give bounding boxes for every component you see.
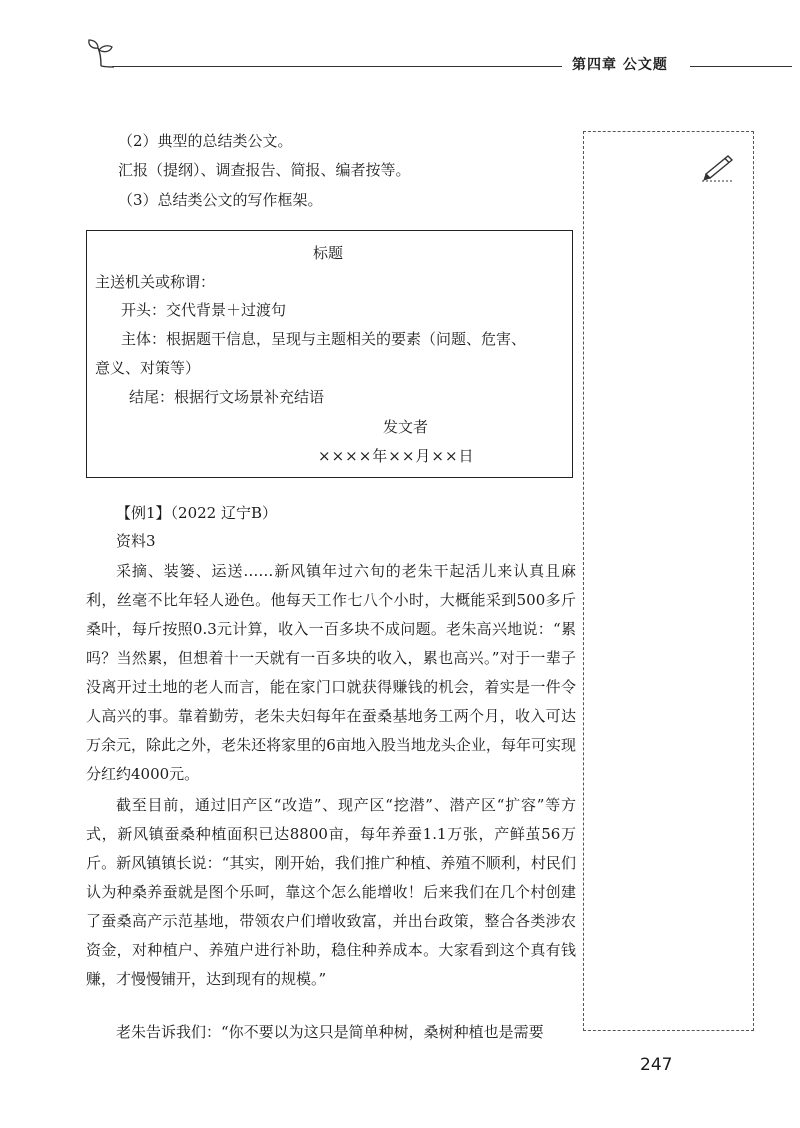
framework-body-line1: 主体：根据题干信息，呈现与主题相关的要素（问题、危害、 xyxy=(121,330,527,348)
example-source: 资料3 xyxy=(116,532,156,550)
typical-docs-list: 汇报（提纲）、调查报告、简报、编者按等。 xyxy=(118,161,411,179)
page-number: 247 xyxy=(640,1055,673,1075)
framework-recipient: 主送机关或称谓： xyxy=(95,273,216,291)
chapter-title: 第四章 公文题 xyxy=(572,57,668,73)
framework-box xyxy=(86,230,573,478)
pen-icon xyxy=(698,150,736,182)
framework-sender: 发文者 xyxy=(383,418,429,436)
section-heading-framework: （3）总结类公文的写作框架。 xyxy=(118,191,323,209)
example-paragraph-1: 采摘、装篓、运送……新风镇年过六旬的老朱干起活儿来认真且麻利，丝毫不比年轻人逊色。他每天工作七八个小时，大概能采到500多斤桑叶，每斤按照0.3元计算，收入一百多块不成问题。老朱高兴地说：“累吗？当然累，但想着十一天就有一百多块的收入，累也高兴。”对于一辈子没离开过土地的老人而言，能在家门口就获得赚钱的机会，着实是一件令人高兴的事。靠着勤劳，老朱夫妇每年在蚕桑基地务工两个月，收入可达万余元，除此之外，老朱还将家里的6亩地入股当地龙头企业，每年可实现分红约4000元。 xyxy=(86,562,576,783)
header-rule-right xyxy=(690,66,792,67)
framework-ending: 结尾：根据行文场景补充结语 xyxy=(129,388,325,406)
example-label: 【例1】（2022 辽宁B） xyxy=(116,504,278,522)
section-heading-typical: （2）典型的总结类公文。 xyxy=(118,132,293,150)
sprout-icon xyxy=(84,36,118,70)
example-paragraph-3: 老朱告诉我们：“你不要以为这只是简单种树，桑树种植也是需要 xyxy=(116,1023,544,1041)
framework-date: ××××年××月××日 xyxy=(318,447,475,465)
framework-opening: 开头：交代背景＋过渡句 xyxy=(121,301,287,319)
framework-body-line2: 意义、对策等） xyxy=(95,359,201,377)
framework-title: 标题 xyxy=(313,244,344,262)
header-rule-left xyxy=(112,66,562,67)
notes-margin-box xyxy=(583,131,754,1031)
example-paragraph-2: 截至目前，通过旧产区“改造”、现产区“挖潜”、潜产区“扩容”等方式，新风镇蚕桑种植面积已达8800亩，每年养蚕1.1万张，产鲜茧56万斤。新风镇镇长说：“其实，刚开始，我们推广种植、养殖不顺利，村民们认为种桑养蚕就是图个乐呵，靠这个怎么能增收！后来我们在几个村创建了蚕桑高产示范基地，带领农户们增收致富，并出台政策，整合各类涉农资金，对种植户、养殖户进行补助，稳住种养成本。大家看到这个真有钱赚，才慢慢铺开，达到现有的规模。” xyxy=(86,796,576,988)
